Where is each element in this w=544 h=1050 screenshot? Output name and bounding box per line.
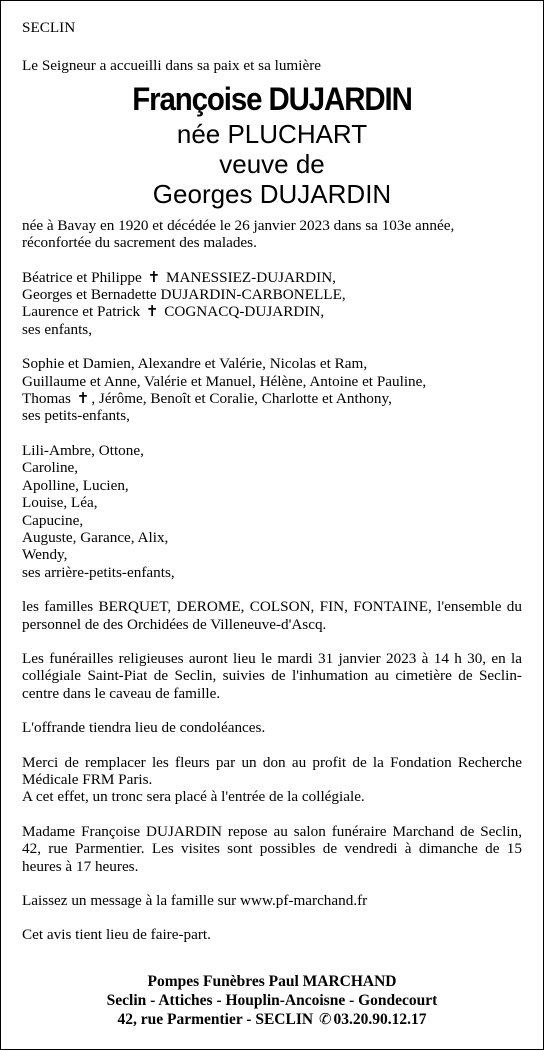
phone-icon: ✆ <box>318 1010 332 1028</box>
condolences-text: L'offrande tiendra lieu de condoléances. <box>22 719 266 737</box>
deceased-name: Françoise DUJARDIN <box>132 80 412 117</box>
great-grandchildren-label: ses arrière-petits-enfants, <box>22 563 175 581</box>
great-grandchildren-line: Wendy, <box>22 546 68 564</box>
children-line-1: Béatrice et Philippe ✝ MANESSIEZ-DUJARDIN, <box>22 267 336 286</box>
great-grandchildren-line: Apolline, Lucien, <box>22 476 129 494</box>
children-line-2: Georges et Bernadette DUJARDIN-CARBONELLE, <box>22 286 346 304</box>
birth-death-text: née à Bavay en 1920 et décédée le 26 janvier 2023 dans sa 103e année, réconfortée du sacrement des malades. <box>22 216 455 252</box>
great-grandchildren-line: Louise, Léa, <box>22 494 98 512</box>
donation-block <box>22 754 522 806</box>
birth-name: née PLUCHART <box>176 118 368 149</box>
children-label: ses enfants, <box>22 320 93 338</box>
children-block <box>22 269 522 339</box>
company-phone: 03.20.90.12.17 <box>333 1011 427 1028</box>
children-line-3: Laurence et Patrick ✝ COGNACQ-DUJARDIN, <box>22 302 325 321</box>
grandchildren-block <box>22 355 522 425</box>
grandchildren-line-2: Guillaume et Anne, Valérie et Manuel, Hélène, Antoine et Pauline, <box>22 372 427 390</box>
company-name: Pompes Funèbres Paul MARCHAND <box>147 973 397 990</box>
donation-box-text: A cet effet, un tronc sera placé à l'entrée de la collégiale. <box>22 788 365 806</box>
message-text: Laissez un message à la famille sur www.pf-marchand.fr <box>22 892 368 909</box>
intro-line: Le Seigneur a accueilli dans sa paix et sa lumière <box>22 57 321 75</box>
grandchildren-line-3: Thomas ✝ , Jérôme, Benoît et Coralie, Charlotte et Anthony, <box>22 389 392 408</box>
city-heading: SECLIN <box>22 19 76 36</box>
company-address: 42, rue Parmentier - SECLIN <box>117 1011 314 1028</box>
great-grandchildren-line: Lili-Ambre, Ottone, <box>22 441 144 459</box>
great-grandchildren-line: Caroline, <box>22 459 79 477</box>
company-contact <box>1 1010 543 1029</box>
company-locations: Seclin - Attiches - Houplin-Ancoisne - Gondecourt <box>106 992 438 1009</box>
donation-text: Merci de remplacer les fleurs par un don au profit de la Fondation Recherche Médicale FRM Paris. <box>22 753 522 788</box>
cross-icon: ✝ <box>145 302 159 321</box>
notice-text: Cet avis tient lieu de faire-part. <box>22 926 211 944</box>
great-grandchildren-block <box>22 442 522 581</box>
funeral-text: Les funérailles religieuses auront lieu le mardi 31 janvier 2023 à 14 h 30, en la collégiale Saint-Piat de Seclin, suivies de l'inhumation au cimetière de Seclin-centre dans le caveau de famille. <box>22 649 522 702</box>
funeral-home-footer <box>1 972 543 1029</box>
cross-icon: ✝ <box>76 389 90 408</box>
deceased-names <box>22 79 522 209</box>
families-text: les familles BERQUET, DEROME, COLSON, FIN, FONTAINE, l'ensemble du personnel de des Orchidées de Villeneuve-d'Ascq. <box>22 598 522 633</box>
cross-icon: ✝ <box>147 267 161 286</box>
widow-of-label: veuve de <box>219 148 325 179</box>
visit-text: Madame Françoise DUJARDIN repose au salon funéraire Marchand de Seclin, 42, rue Parmentier. Les visites sont possibles de vendredi à dimanche de 15 heures à 17 heures. <box>22 822 522 875</box>
great-grandchildren-line: Capucine, <box>22 511 84 529</box>
great-grandchildren-line: Auguste, Garance, Alix, <box>22 528 169 546</box>
grandchildren-label: ses petits-enfants, <box>22 407 130 425</box>
grandchildren-line-1: Sophie et Damien, Alexandre et Valérie, Nicolas et Ram, <box>22 355 368 373</box>
spouse-name: Georges DUJARDIN <box>152 178 392 209</box>
